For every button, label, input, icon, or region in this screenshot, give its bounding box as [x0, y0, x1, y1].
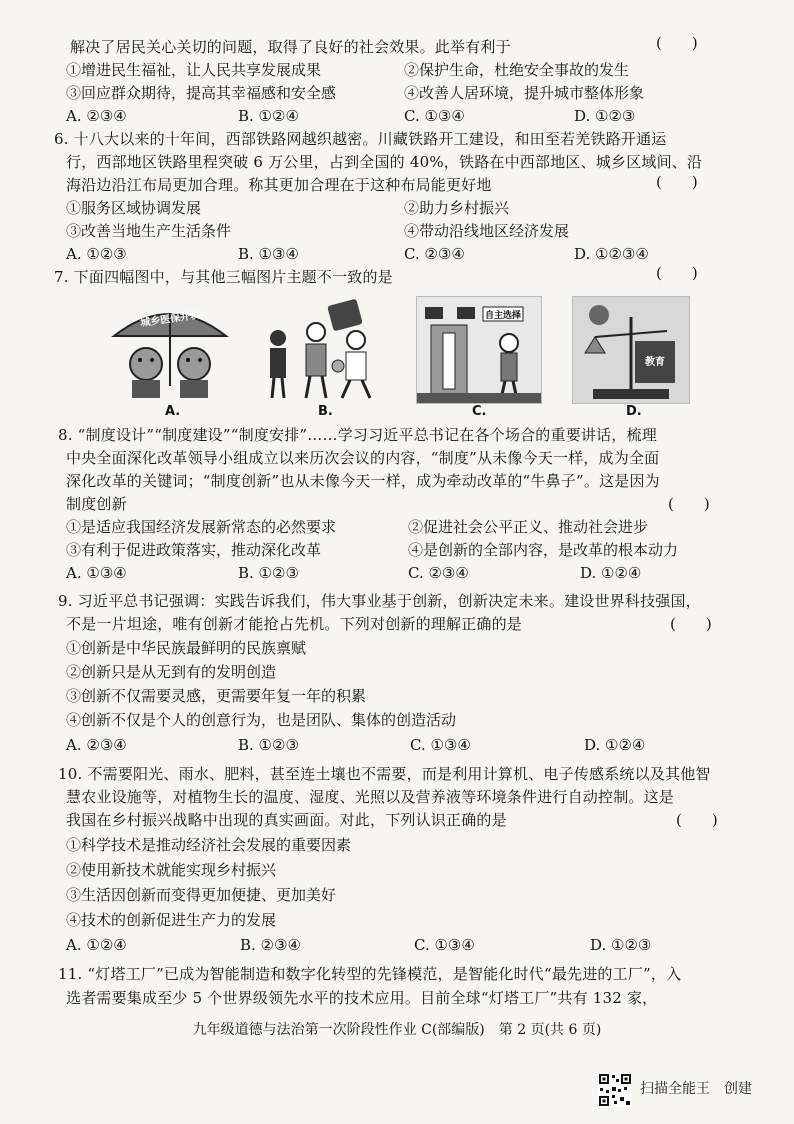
q5-choice-d: D. ①②③ — [574, 107, 636, 125]
q9-answer-paren: ( ) — [670, 615, 712, 633]
q6-stem-line-1: 6. 十八大以来的十年间，西部铁路网越织越密。川藏铁路开工建设，和田至若羌铁路开通运 — [54, 130, 667, 148]
q7-answer-paren: ( ) — [656, 264, 698, 282]
q9-stem-line-1: 9. 习近平总书记强调：实践告诉我们，伟大事业基于创新，创新决定未来。建设世界科技强国， — [58, 592, 701, 610]
q6-answer-paren: ( ) — [656, 173, 698, 191]
q7-picture-c — [416, 296, 542, 404]
q6-stem-line-2: 行，西部地区铁路里程突破 6 万公里，占到全国的 40%，铁路在中西部地区、城乡区域间、沿 — [66, 153, 703, 171]
q9-choice-d: D. ①②④ — [584, 736, 646, 754]
q11-stem-line-2: 选者需要集成至少 5 个世界级领先水平的技术应用。目前全球“灯塔工厂”共有 132 家， — [66, 989, 658, 1007]
q5-answer-paren: ( ) — [656, 34, 698, 52]
q7-picture-d — [572, 296, 690, 404]
q9-stem-line-2: 不是一片坦途，唯有创新才能抢占先机。下列对创新的理解正确的是 — [66, 615, 523, 633]
q8-answer-paren: ( ) — [668, 495, 710, 513]
q5-choice-a: A. ②③④ — [66, 107, 127, 125]
q6-stem-line-3: 海沿边沿江布局更加合理。称其更加合理在于这种布局能更好地 — [66, 176, 492, 194]
q8-option-4: ④是创新的全部内容，是改革的根本动力 — [408, 541, 679, 559]
q10-stem-line-3: 我国在乡村振兴战略中出现的真实画面。对此，下列认识正确的是 — [66, 811, 507, 829]
q9-choice-c: C. ①③④ — [410, 736, 471, 754]
q8-choice-a: A. ①③④ — [66, 564, 127, 582]
q7-stem: 7. 下面四幅图中，与其他三幅图片主题不一致的是 — [54, 268, 393, 286]
q10-choice-b: B. ②③④ — [240, 936, 301, 954]
q6-option-4: ④带动沿线地区经济发展 — [404, 222, 570, 240]
q9-option-1: ①创新是中华民族最鲜明的民族禀赋 — [66, 639, 307, 657]
q6-choice-c: C. ②③④ — [404, 245, 465, 263]
building-cartoon-icon — [417, 297, 541, 403]
q10-choice-a: A. ①②④ — [66, 936, 127, 954]
q8-stem-line-4: 制度创新 — [66, 495, 127, 513]
q8-option-3: ③有利于促进政策落实，推动深化改革 — [66, 541, 322, 559]
q9-option-3: ③创新不仅需要灵感，更需要年复一年的积累 — [66, 687, 367, 705]
q5-option-4: ④改善人居环境，提升城市整体形象 — [404, 84, 645, 102]
q6-choice-d: D. ①②③④ — [574, 245, 649, 263]
q5-choice-c: C. ①③④ — [404, 107, 465, 125]
q7-label-c: C. — [472, 404, 487, 419]
q5-stem: 解决了居民关心关切的问题，取得了良好的社会效果。此举有利于 — [70, 38, 511, 56]
q8-stem-line-1: 8. “制度设计”“制度建设”“制度安排”……学习习近平总书记在各个场合的重要讲话，梳理 — [58, 426, 657, 444]
q7-label-a: A. — [165, 404, 181, 419]
q5-option-1: ①增进民生福祉，让人民共享发展成果 — [66, 61, 322, 79]
q8-choice-c: C. ②③④ — [408, 564, 469, 582]
q5-option-3: ③回应群众期待，提高其幸福感和安全感 — [66, 84, 337, 102]
q6-option-3: ③改善当地生产生活条件 — [66, 222, 232, 240]
q7-picture-c-caption: 自主选择 — [485, 311, 522, 321]
page-footer: 九年级道德与法治第一次阶段性作业 C(部编版) 第 2 页(共 6 页) — [192, 1022, 602, 1038]
q6-option-1: ①服务区域协调发展 — [66, 199, 202, 217]
q7-picture-a-caption: 城乡医保并轨 — [139, 309, 201, 330]
q8-choice-d: D. ①②④ — [580, 564, 642, 582]
q10-option-3: ③生活因创新而变得更加便捷、更加美好 — [66, 886, 337, 904]
q10-option-1: ①科学技术是推动经济社会发展的重要因素 — [66, 836, 352, 854]
q11-stem-line-1: 11. “灯塔工厂”已成为智能制造和数字化转型的先锋模范，是智能化时代“最先进的工厂”，入 — [58, 965, 682, 983]
q9-option-4: ④创新不仅是个人的创意行为，也是团队、集体的创造活动 — [66, 711, 457, 729]
q10-stem-line-2: 慧农业设施等，对植物生长的温度、湿度、光照以及营养液等环境条件进行自动控制。这是 — [66, 788, 675, 806]
q6-option-2: ②助力乡村振兴 — [404, 199, 510, 217]
q10-option-2: ②使用新技术就能实现乡村振兴 — [66, 861, 277, 879]
q6-choice-b: B. ①③④ — [238, 245, 299, 263]
q10-stem-line-1: 10. 不需要阳光、雨水、肥料，甚至连土壤也不需要，而是利用计算机、电子传感系统以及其他智 — [58, 765, 711, 783]
q7-picture-a — [106, 296, 234, 402]
people-cartoon-icon — [258, 296, 388, 402]
q8-option-1: ①是适应我国经济发展新常态的必然要求 — [66, 518, 337, 536]
q5-choice-b: B. ①②④ — [238, 107, 299, 125]
qr-code-icon — [598, 1073, 632, 1107]
q10-choice-d: D. ①②③ — [590, 936, 652, 954]
q10-choice-c: C. ①③④ — [414, 936, 475, 954]
q8-option-2: ②促进社会公平正义、推动社会进步 — [408, 518, 649, 536]
q10-option-4: ④技术的创新促进生产力的发展 — [66, 911, 277, 929]
q7-label-b: B. — [318, 404, 333, 419]
q7-label-d: D. — [626, 404, 642, 419]
scanner-brand-label: 扫描全能王 创建 — [640, 1081, 752, 1097]
q5-option-2: ②保护生命，杜绝安全事故的发生 — [404, 61, 630, 79]
q10-answer-paren: ( ) — [676, 811, 718, 829]
q9-option-2: ②创新只是从无到有的发明创造 — [66, 663, 277, 681]
q6-choice-a: A. ①②③ — [66, 245, 127, 263]
scales-cartoon-icon — [573, 297, 689, 403]
q8-stem-line-3: 深化改革的关键词；“制度创新”也从未像今天一样，成为牵动改革的“牛鼻子”。这是因为 — [66, 472, 660, 490]
q8-stem-line-2: 中央全面深化改革领导小组成立以来历次会议的内容，“制度”从未像今天一样，成为全面 — [66, 449, 660, 467]
q7-picture-d-caption: 教育 — [645, 357, 665, 368]
q9-choice-a: A. ②③④ — [66, 736, 127, 754]
q7-picture-b — [258, 296, 388, 402]
q8-choice-b: B. ①②③ — [238, 564, 299, 582]
q9-choice-b: B. ①②③ — [238, 736, 299, 754]
